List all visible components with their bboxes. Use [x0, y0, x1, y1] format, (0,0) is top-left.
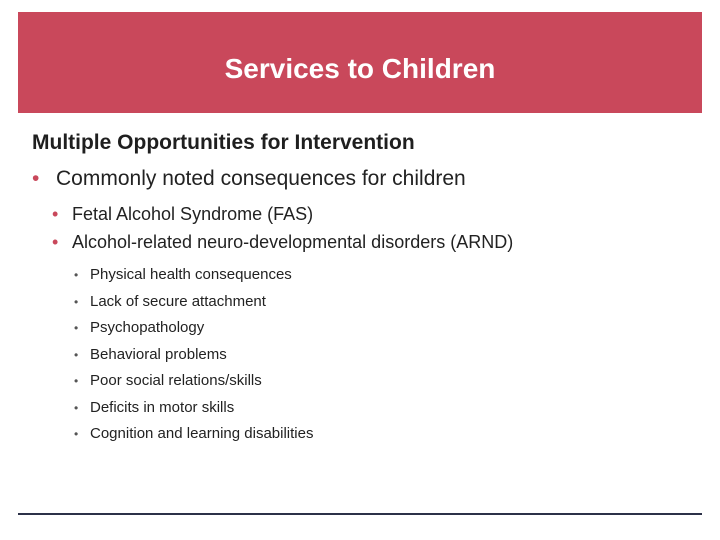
- list-item-text: Physical health consequences: [90, 266, 292, 283]
- section-heading: Multiple Opportunities for Intervention: [32, 131, 415, 154]
- list-item-text: Poor social relations/skills: [90, 372, 262, 389]
- bullet-level2-fas: [52, 200, 702, 228]
- bullet-dot-icon: •: [74, 347, 79, 362]
- list-item-text: Behavioral problems: [90, 345, 227, 363]
- list-item: [74, 342, 702, 369]
- list-item: [74, 289, 702, 316]
- list-item: [74, 368, 702, 395]
- list-item-text: Lack of secure attachment: [90, 292, 266, 310]
- bullet-dot-icon: •: [74, 294, 79, 309]
- list-item-text: Deficits in motor skills: [90, 398, 235, 416]
- bullet-text: Commonly noted consequences for children: [56, 167, 466, 190]
- list-item: [74, 395, 702, 422]
- list-item: [74, 262, 702, 289]
- slide-title: Services to Children: [224, 52, 496, 84]
- bullet-text: Fetal Alcohol Syndrome (FAS): [72, 204, 314, 224]
- list-item-text: Cognition and learning disabilities: [90, 425, 314, 442]
- slide-content: [32, 128, 702, 448]
- bullet-dot-icon: •: [74, 374, 79, 388]
- list-item: [74, 315, 702, 342]
- bullet-dot-icon: •: [74, 321, 79, 335]
- list-item-text: Psychopathology: [90, 319, 205, 336]
- bullet-dot-icon: •: [74, 268, 79, 282]
- title-bar: [18, 12, 702, 113]
- list-item: [74, 421, 702, 448]
- bullet-dot-icon: •: [32, 167, 40, 190]
- bottom-divider: [18, 513, 702, 515]
- bullet-level2-arnd: [52, 228, 702, 256]
- bullet-dot-icon: •: [52, 204, 59, 224]
- bullet-dot-icon: •: [74, 427, 79, 441]
- bullet-text: Alcohol-related neuro-developmental disorders (ARND): [72, 232, 514, 252]
- bullet-dot-icon: •: [52, 232, 59, 252]
- bullet-dot-icon: •: [74, 400, 79, 415]
- bullet-level1: [32, 164, 702, 194]
